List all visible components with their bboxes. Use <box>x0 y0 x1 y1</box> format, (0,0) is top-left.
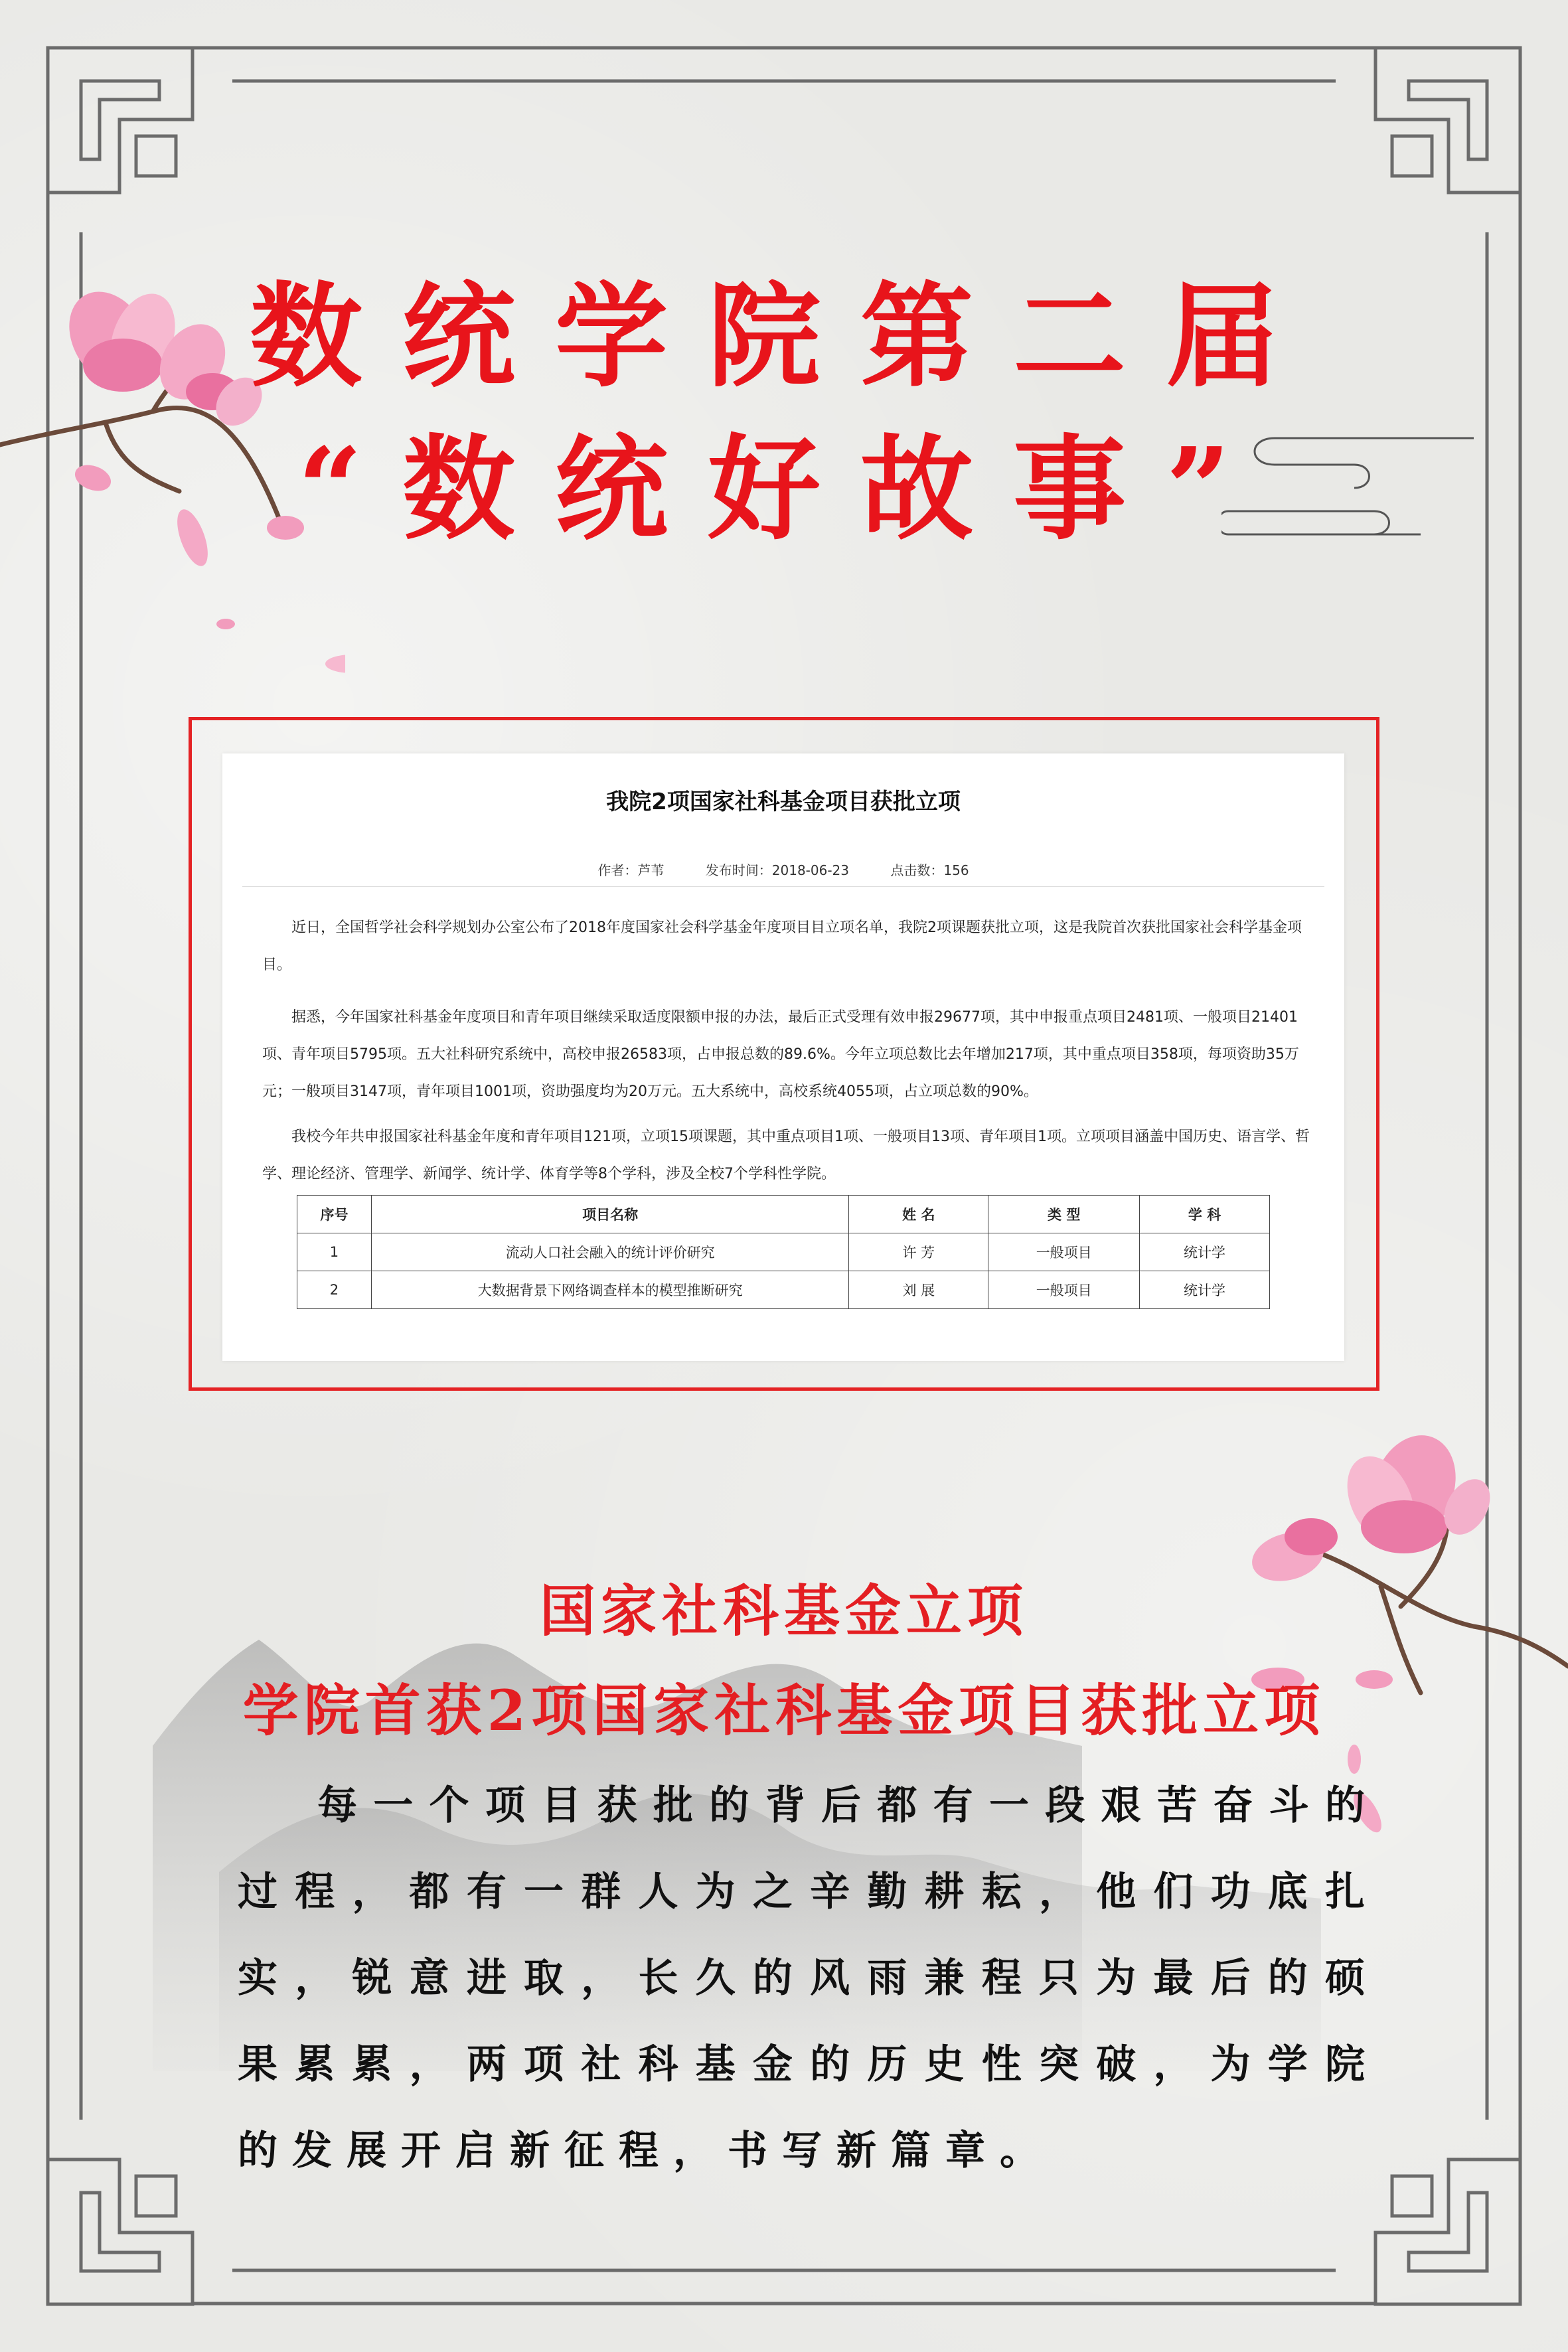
table-header-cell: 类 型 <box>988 1196 1140 1233</box>
article-paragraph-2: 据悉，今年国家社科基金年度项目和青年项目继续采取适度限额申报的办法，最后正式受理有效申报29677项，其中申报重点项目2481项、一般项目21401项、青年项目5795项。五大社科研究系统中，高校申报26583项，占申报总数的89.6%。今年立项总数比去年增加217项，其中重点项目358项，每项资助35万元；一般项目3147项，青年项目1001项，资助强度均为20万元。五大系统中，高校系统4055项，占立项总数的90%。 <box>262 1009 1299 1100</box>
article-author: 作者：芦苇 <box>597 862 665 878</box>
table-header-cell: 姓 名 <box>849 1196 988 1233</box>
article-clicks: 点击数：156 <box>890 862 969 878</box>
poster-title-line1: 数统学院第二届 <box>249 270 1318 403</box>
table-header-cell: 序号 <box>297 1196 372 1233</box>
table-header-cell: 项目名称 <box>371 1196 848 1233</box>
article-paragraph-1: 近日，全国哲学社会科学规划办公室公布了2018年度国家社会科学基金年度项目目立项名单，我院2项课题获批立项，这是我院首次获批国家社会科学基金项目。 <box>262 919 1302 973</box>
table-cell: 大数据背景下网络调查样本的模型推断研究 <box>371 1271 848 1309</box>
project-table <box>297 1195 1270 1309</box>
table-cell: 一般项目 <box>988 1233 1140 1271</box>
table-cell: 刘 展 <box>849 1271 988 1309</box>
article-meta <box>222 860 1344 879</box>
article-divider <box>242 886 1324 887</box>
table-cell: 1 <box>297 1233 372 1271</box>
article-paragraph-3: 我校今年共申报国家社科基金年度和青年项目121项，立项15项课题，其中重点项目1项、一般项目13项、青年项目1项。立项项目涵盖中国历史、语言学、哲学、理论经济、管理学、新闻学、统计学、体育学等8个学科，涉及全校7个学科性学院。 <box>262 1129 1310 1182</box>
table-row <box>297 1233 1270 1271</box>
poster-body-text: 每一个项目获批的背后都有一段艰苦奋斗的过程，都有一群人为之辛勤耕耘，他们功底扎实，锐意进取，长久的风雨兼程只为最后的硕果累累，两项社科基金的历史性突破，为学院的发展开启新征程，书写新篇章。 <box>238 1782 1379 2174</box>
article-screenshot <box>222 753 1344 1361</box>
table-cell: 流动人口社会融入的统计评价研究 <box>371 1233 848 1271</box>
table-header-row <box>297 1196 1270 1233</box>
table-cell: 一般项目 <box>988 1271 1140 1309</box>
table-row <box>297 1271 1270 1309</box>
article-date: 发布时间：2018-06-23 <box>705 862 850 878</box>
table-cell: 统计学 <box>1140 1271 1270 1309</box>
poster-title-line2: “数统好故事” <box>297 423 1271 556</box>
article-title: 我院2项国家社科基金项目获批立项 <box>606 789 961 815</box>
table-cell: 许 芳 <box>849 1233 988 1271</box>
table-header-cell: 学 科 <box>1140 1196 1270 1233</box>
table-cell: 2 <box>297 1271 372 1309</box>
subtitle-line1: 国家社科基金立项 <box>539 1578 1028 1644</box>
subtitle-line2: 学院首获2项国家社科基金项目获批立项 <box>242 1678 1326 1743</box>
table-cell: 统计学 <box>1140 1233 1270 1271</box>
corner-ornament-top-left <box>48 48 193 193</box>
